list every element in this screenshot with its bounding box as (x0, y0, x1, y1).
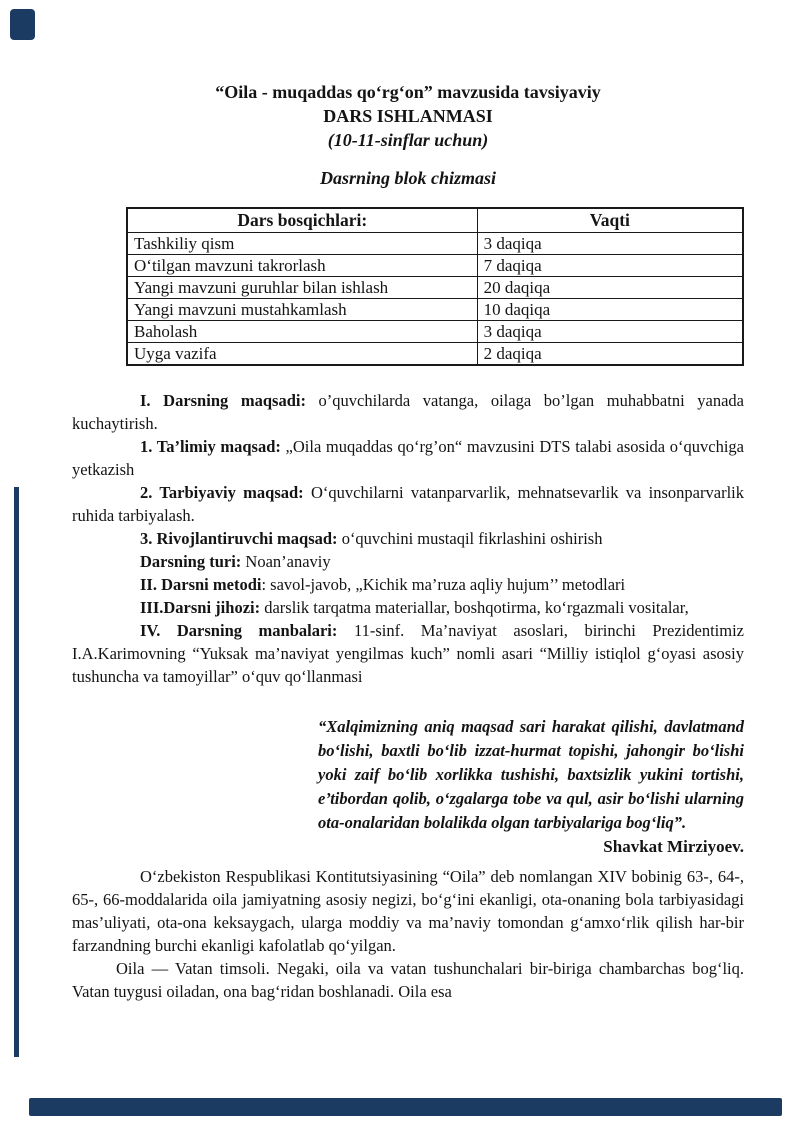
table-row (127, 255, 743, 277)
paragraph-rivojlantiruvchi-maqsad (72, 527, 744, 550)
time-cell: 10 daqiqa (477, 299, 743, 321)
lesson-stages-table (126, 207, 744, 366)
stage-cell: Baholash (127, 321, 477, 343)
paragraph-darsni-metodi (72, 573, 744, 596)
paragraph-darsning-maqsadi (72, 389, 744, 435)
table-row (127, 343, 743, 366)
page-border-bottom-fragment (29, 1098, 782, 1116)
table-row (127, 321, 743, 343)
paragraph-oila-vatan: Oila — Vatan timsoli. Negaki, oila va vatan tushunchalari bir-biriga chambarchas bog‘liq. Vatan tuygusi oiladan, ona bag‘ridan boshlanadi. Oila esa (72, 959, 744, 1001)
paragraph-text: o’quvchilarda vatanga, oilaga bo’lgan muhabbatni yanada kuchaytirish. (72, 391, 744, 433)
time-cell: 3 daqiqa (477, 321, 743, 343)
paragraph-talimiy-maqsad (72, 435, 744, 481)
paragraph-lead: III.Darsni jihozi: (140, 598, 261, 617)
paragraph-text: O‘quvchilarni vatanparvarlik, mehnatsevarlik va insonparvarlik ruhida tarbiyalash. (72, 483, 744, 525)
quote-attribution: Shavkat Mirziyoev. (603, 837, 744, 856)
epigraph-quote: “Xalqimizning aniq maqsad sari harakat qilishi, davlatmand bo‘lishi, baxtli bo‘lib izzat-hurmat topishi, jahongir bo‘lishi yoki zaif bo‘lib xorlikka tushishi, baxtsizlik yukini tortishi, e’tibordan qolib, o‘zgalarga tobe va qul, asir bo‘lishi ularning ota-onalaridan bolalikda olgan tarbiyalariga bog‘liq”. (318, 717, 744, 832)
time-cell: 20 daqiqa (477, 277, 743, 299)
paragraph-tarbiyaviy-maqsad (72, 481, 744, 527)
paragraph-darsning-turi (72, 550, 744, 573)
stage-cell: Uyga vazifa (127, 343, 477, 366)
table-header-time: Vaqti (477, 208, 743, 233)
page-border-left-fragment (14, 487, 19, 1057)
paragraph-lead: IV. Darsning manbalari: (140, 621, 338, 640)
paragraph-text: : savol-javob, „Kichik ma’ruza aqliy hujum’’ metodlari (261, 575, 626, 594)
document-title-line-1: “Oila - muqaddas qo‘rg‘on” mavzusida tavsiyaviy (215, 82, 601, 102)
paragraph-lead: II. Darsni metodi (140, 575, 262, 594)
paragraph-lead: 2. Tarbiyaviy maqsad: (140, 483, 304, 502)
time-cell: 7 daqiqa (477, 255, 743, 277)
paragraph-lead: Darsning turi: (140, 552, 242, 571)
section-subtitle: Dasrning blok chizmasi (319, 168, 497, 188)
stage-cell: Yangi mavzuni mustahkamlash (127, 299, 477, 321)
document-content (72, 0, 744, 1003)
table-row (127, 233, 743, 255)
paragraph-lead: 3. Rivojlantiruvchi maqsad: (140, 529, 338, 548)
document-title-line-3: (10-11-sinflar uchun) (327, 130, 489, 150)
table-header-row (127, 208, 743, 233)
table-row (127, 299, 743, 321)
paragraph-text: o‘quvchini mustaqil fikrlashini oshirish (337, 529, 603, 548)
paragraph-darsning-manbalari (72, 619, 744, 688)
paragraph-darsni-jihozi (72, 596, 744, 619)
time-cell: 2 daqiqa (477, 343, 743, 366)
paragraph-lead: 1. Ta’limiy maqsad: (140, 437, 281, 456)
table-row (127, 277, 743, 299)
paragraph-text: Noan’anaviy (241, 552, 331, 571)
page-border-corner-fragment (10, 9, 35, 40)
table-header-stages: Dars bosqichlari: (127, 208, 477, 233)
paragraph-text: „Oila muqaddas qo‘rg’on“ mavzusini DTS talabi asosida o‘quvchiga yetkazish (72, 437, 744, 479)
stage-cell: Tashkiliy qism (127, 233, 477, 255)
paragraph-lead: I. Darsning maqsadi: (140, 391, 306, 410)
paragraph-constitution: O‘zbekiston Respublikasi Kontitutsiyasining “Oila” deb nomlangan XIV bobinig 63-, 64-, 65-, 66-moddalarida oila jamiyatning asosiy negizi, bo‘g‘ini ekanligi, ota-onaning bola tarbiyasidagi mas’uliyati, ota-ona keksaygach, ularga moddiy va ma’naviy tomondan g‘amxo‘rlik qilish har-bir farzandning burchi ekanligi kafolatlab qo‘yilgan. (72, 867, 744, 955)
document-title-line-2: DARS ISHLANMASI (323, 106, 493, 126)
paragraph-text: 11-sinf. Ma’naviyat asoslari, birinchi Prezidentimiz I.A.Karimovning “Yuksak ma’naviyat yengilmas kuch” nomli asari “Milliy istiqlol g‘oyasi asosiy tushuncha va tamoyillar” o‘quv qo‘llanmasi (72, 621, 744, 686)
time-cell: 3 daqiqa (477, 233, 743, 255)
stage-cell: Yangi mavzuni guruhlar bilan ishlash (127, 277, 477, 299)
stage-cell: O‘tilgan mavzuni takrorlash (127, 255, 477, 277)
paragraph-text: darslik tarqatma materiallar, boshqotirma, ko‘rgazmali vositalar, (260, 598, 689, 617)
